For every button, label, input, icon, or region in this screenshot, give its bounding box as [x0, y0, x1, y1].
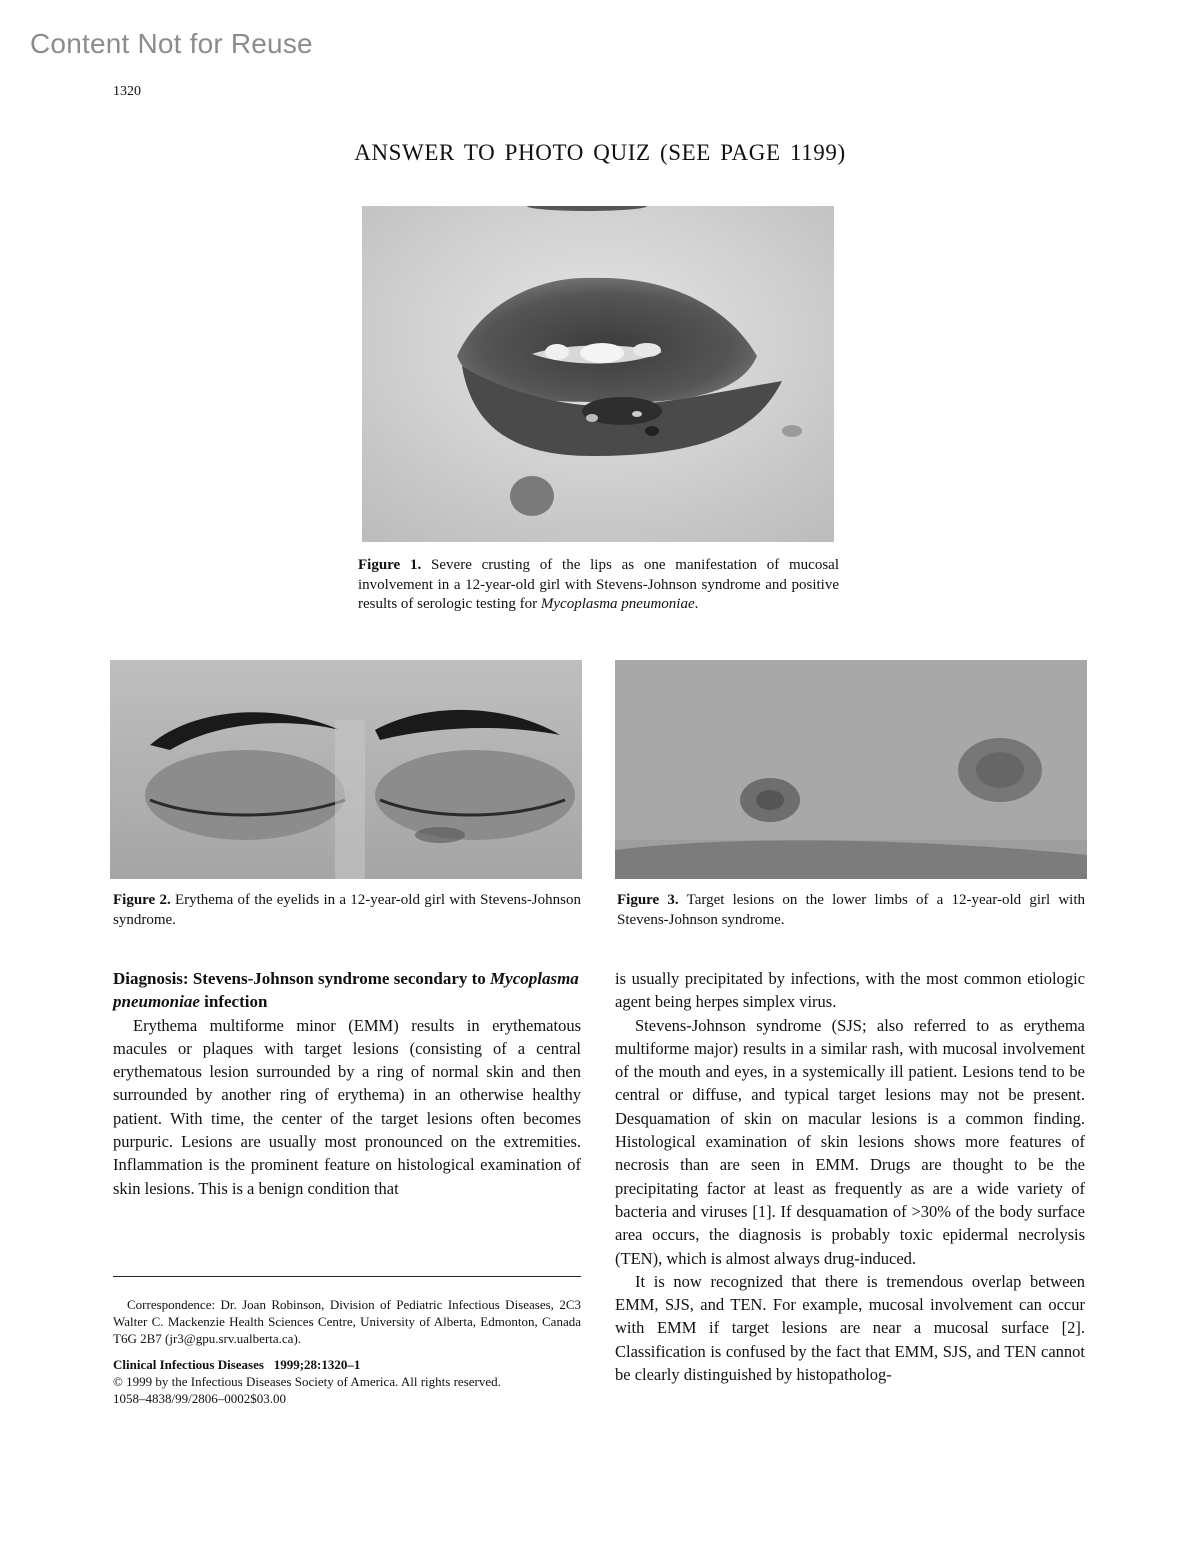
figure-2-caption [113, 891, 581, 930]
right-column [615, 967, 1085, 1386]
diagnosis-suffix: infection [199, 992, 268, 1012]
figure-3-photo [615, 660, 1087, 879]
paragraph-sjs: Stevens-Johnson syndrome (SJS; also referred to as erythema multiforme major) results in a similar rash, with mucosal involvement of the mouth and eyes, in a systemically ill patient. Lesions tend to be central or diffuse, and typical target lesions may not be present. Desquamation of skin on macular lesions is a common finding. Histological examination of skin lesions shows more features of necrosis than are seen in EMM. Drugs are thought to be the precipitating factor at least as frequently as are a wide variety of bacteria and viruses [1]. If desquamation of >30% of the body surface area occurs, the diagnosis is probably toxic epidermal necrolysis (TEN), which is almost always drug-induced. [615, 1015, 1085, 1268]
footnote-rule [113, 1276, 581, 1277]
figure-1-caption [358, 556, 839, 615]
watermark: Content Not for Reuse [30, 28, 313, 59]
page-number: 1320 [113, 84, 141, 99]
journal-footnote [113, 1356, 581, 1407]
figure-3-label: Figure 3. [617, 892, 679, 908]
journal-name: Clinical Infectious Diseases [113, 1357, 264, 1372]
copyright-line: © 1999 by the Infectious Diseases Society of America. All rights reserved. [113, 1374, 501, 1389]
figure-1-caption-end: . [694, 596, 699, 612]
diagnosis-heading [113, 967, 581, 1014]
left-column [113, 967, 581, 1200]
figure-1-photo [362, 206, 834, 542]
figure-1-caption-italic: Mycoplasma pneumoniae [540, 596, 695, 612]
issn-line: 1058–4838/99/2806–0002$03.00 [113, 1391, 286, 1406]
paragraph-overlap: It is now recognized that there is tremendous overlap between EMM, SJS, and TEN. For example, mucosal involvement can occur with EMM if target lesions are near a mucosal surface [2]. Classification is confused by the fact that EMM, SJS, and TEN cannot be clearly distinguished by histopatholog- [615, 1271, 1085, 1385]
correspondence-footnote: Correspondence: Dr. Joan Robinson, Division of Pediatric Infectious Diseases, 2C3 Walter C. Mackenzie Health Sciences Centre, University of Alberta, Edmonton, Canada T6G 2B7 (jr3@gpu.srv.ualberta.ca). [113, 1297, 581, 1346]
diagnosis-organism: Mycoplasma pneumoniae [113, 969, 579, 1012]
figure-1-caption-text: Severe crusting of the lips as one manifestation of mucosal involvement in a 12-year-old girl with Stevens-Johnson syndrome and positive results of serologic testing for [358, 557, 839, 612]
figure-3-caption-text: Target lesions on the lower limbs of a 12-year-old girl with Stevens-Johnson syndrome. [617, 892, 1086, 928]
figure-2-photo [110, 660, 582, 879]
article-title: ANSWER TO PHOTO QUIZ (SEE PAGE 1199) [354, 140, 846, 165]
figure-2-label: Figure 2. [113, 892, 171, 908]
diagnosis-prefix: Diagnosis: Stevens-Johnson syndrome secondary to [113, 969, 491, 988]
figure-1-label: Figure 1. [358, 557, 422, 573]
figure-2-caption-text: Erythema of the eyelids in a 12-year-old girl with Stevens-Johnson syndrome. [113, 892, 581, 928]
paragraph-emm: Erythema multiforme minor (EMM) results in erythematous macules or plaques with target lesions (consisting of a central erythematous lesion surrounded by a ring of normal skin and then surrounded by another ring of erythema) in an otherwise healthy patient. With time, the center of the target lesions often becomes purpuric. Lesions are usually most pronounced on the extremities. Inflammation is the prominent feature on histological examination of skin lesions. This is a benign condition that [113, 1015, 581, 1198]
journal-citation: 1999;28:1320–1 [273, 1357, 361, 1372]
figure-3-caption [617, 891, 1085, 930]
paragraph-emm-continued: is usually precipitated by infections, with the most common etiologic agent being herpes simplex virus. [615, 969, 1085, 1012]
